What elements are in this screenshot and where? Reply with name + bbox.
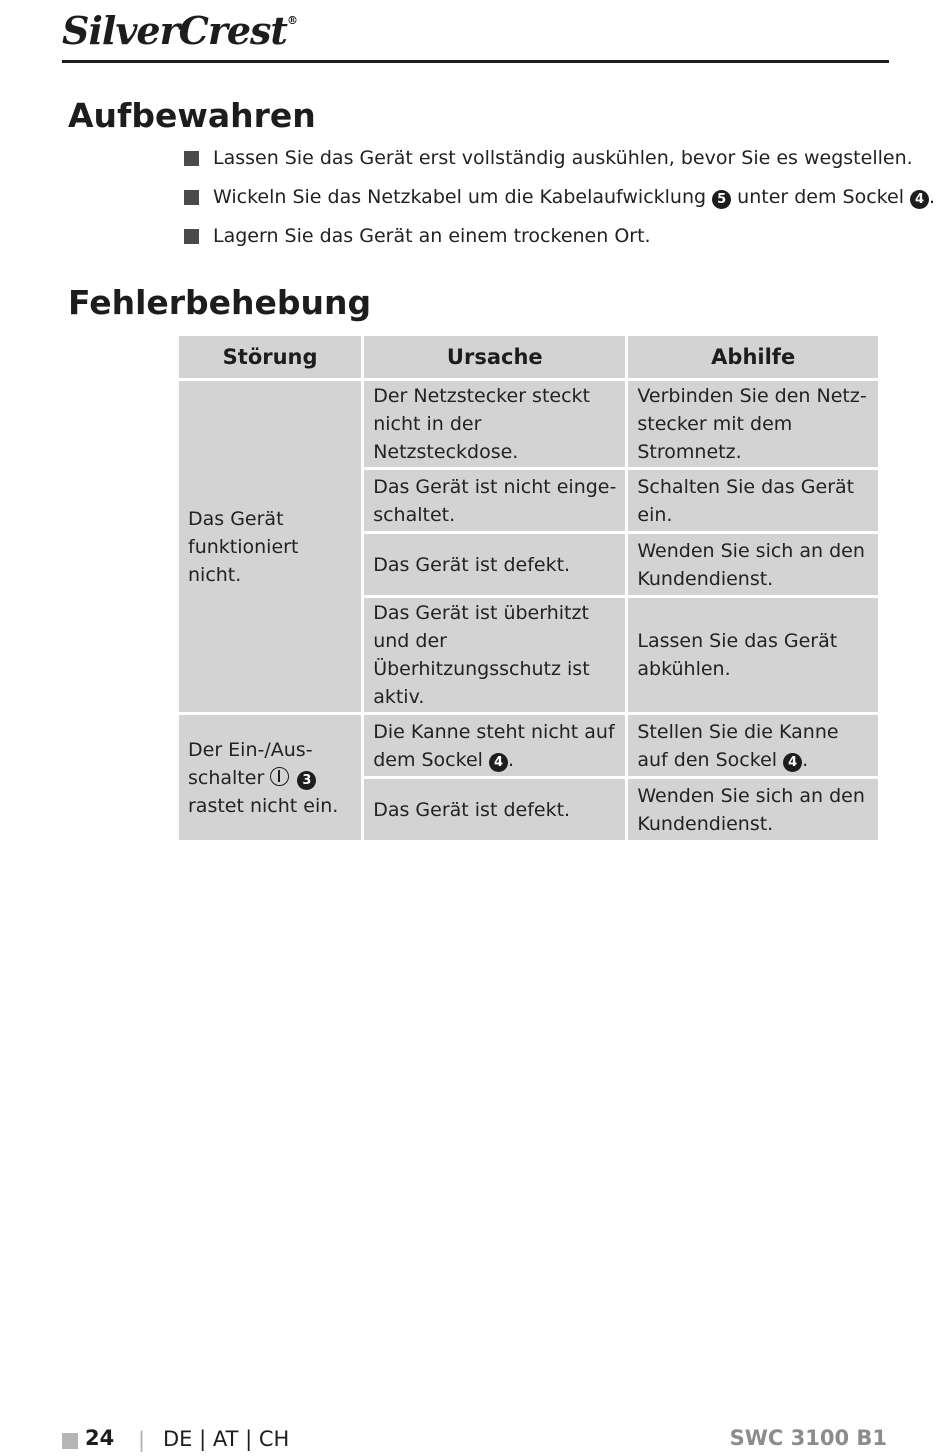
brand-name: SilverCrest xyxy=(62,8,287,53)
cause-cell: Das Gerät ist defekt. xyxy=(364,779,625,840)
part-number-badge: 4 xyxy=(783,753,802,772)
list-item-text: Wickeln Sie das Netzkabel um die Kabelaufwicklung xyxy=(213,186,707,208)
part-number-badge: 5 xyxy=(712,190,731,209)
list-item xyxy=(184,144,913,183)
model-number: SWC 3100 B1 xyxy=(729,1426,887,1450)
storage-list xyxy=(184,144,936,261)
list-item xyxy=(184,222,904,261)
bullet-square-icon xyxy=(184,190,199,205)
part-number-badge: 3 xyxy=(297,771,316,790)
cause-cell xyxy=(364,715,625,776)
cause-cell: Das Gerät ist nicht einge-schaltet. xyxy=(364,470,625,531)
fault-text: rastet nicht ein. xyxy=(188,794,339,817)
remedy-cell: Wenden Sie sich an den Kundendienst. xyxy=(628,534,878,595)
part-number-badge: 4 xyxy=(489,753,508,772)
power-switch-icon xyxy=(270,767,289,786)
fault-cell: Das Gerät funktioniert nicht. xyxy=(179,381,361,712)
bullet-square-icon xyxy=(184,151,199,166)
column-header-fault: Störung xyxy=(179,336,361,378)
fault-text: Der Ein-/Aus-schalter xyxy=(188,738,313,789)
header-rule xyxy=(62,60,889,63)
page-number: 24 xyxy=(85,1426,115,1450)
fault-cell xyxy=(179,715,361,840)
registered-mark: ® xyxy=(286,14,297,27)
remedy-text: . xyxy=(802,748,809,771)
remedy-cell xyxy=(628,715,878,776)
footer-square-icon xyxy=(62,1433,78,1449)
remedy-cell: Verbinden Sie den Netz-stecker mit dem Stromnetz. xyxy=(628,381,878,467)
list-item-text: Lagern Sie das Gerät an einem trockenen Ort. xyxy=(213,225,651,247)
cause-cell: Das Gerät ist überhitzt und der Überhitzungsschutz ist aktiv. xyxy=(364,598,625,712)
remedy-text: Stellen Sie die Kanne auf den Sockel xyxy=(637,720,839,771)
table-row xyxy=(179,381,878,467)
table-row xyxy=(179,715,878,776)
part-number-badge: 4 xyxy=(910,190,929,209)
remedy-cell: Schalten Sie das Gerät ein. xyxy=(628,470,878,531)
cause-cell: Der Netzstecker steckt nicht in der Netzsteckdose. xyxy=(364,381,625,467)
troubleshooting-table xyxy=(176,333,881,843)
column-header-remedy: Abhilfe xyxy=(628,336,878,378)
section-title-troubleshooting: Fehlerbehebung xyxy=(68,283,372,322)
footer-separator: | xyxy=(138,1428,146,1452)
cause-text: . xyxy=(507,748,515,771)
list-item-text: Lassen Sie das Gerät erst vollständig auskühlen, bevor Sie es wegstellen. xyxy=(213,147,913,169)
section-title-storage: Aufbewahren xyxy=(68,96,316,135)
table-header-row xyxy=(179,336,878,378)
remedy-cell: Wenden Sie sich an den Kundendienst. xyxy=(628,779,878,840)
cause-cell: Das Gerät ist defekt. xyxy=(364,534,625,595)
column-header-cause: Ursache xyxy=(364,336,625,378)
list-item-text: . xyxy=(929,186,936,208)
cause-text: Die Kanne steht nicht auf dem Sockel xyxy=(373,720,615,771)
page-footer xyxy=(0,1426,950,1456)
brand-logo xyxy=(62,8,297,53)
list-item xyxy=(184,183,936,222)
bullet-square-icon xyxy=(184,229,199,244)
country-codes: DE | AT | CH xyxy=(163,1427,290,1451)
list-item-text: unter dem Sockel xyxy=(737,186,904,208)
remedy-cell: Lassen Sie das Gerät abkühlen. xyxy=(628,598,878,712)
